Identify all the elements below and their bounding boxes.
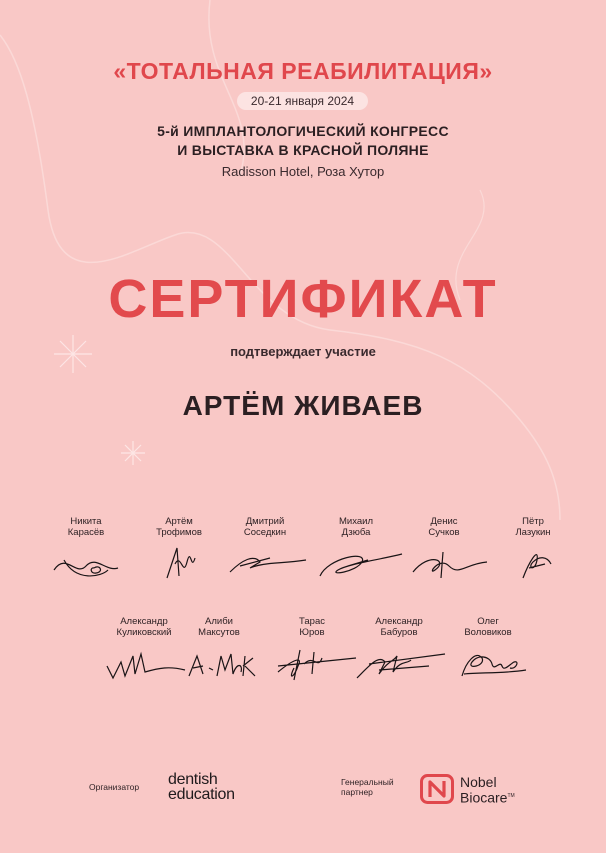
signatory-last-name: Бабуров <box>380 627 418 638</box>
partner-name-line-2 <box>460 789 515 805</box>
partner-label-line-2: партнер <box>341 787 373 797</box>
signatory-first-name: Денис <box>430 516 458 527</box>
signature-image <box>139 542 219 582</box>
signatory-first-name: Александр <box>120 616 168 627</box>
event-title: «ТОТАЛЬНАЯ РЕАБИЛИТАЦИЯ» <box>113 58 493 84</box>
nobel-biocare-logo-text <box>460 775 515 805</box>
signature-image <box>220 542 310 582</box>
signatory-first-name: Алиби <box>205 616 233 627</box>
signatory-last-name: Максутов <box>198 627 240 638</box>
certificate-title: СЕРТИФИКАТ <box>108 269 498 329</box>
signatory-first-name: Олег <box>477 616 499 627</box>
signature-image <box>399 542 489 582</box>
signature-image <box>46 542 126 582</box>
signatory-last-name: Юров <box>299 627 325 638</box>
nobel-biocare-logo-icon <box>420 774 454 804</box>
dentish-education-logo <box>168 772 235 802</box>
organizer-label: Организатор <box>89 782 140 792</box>
signatory-block <box>478 516 588 582</box>
confirms-participation: подтверждает участие <box>230 344 376 359</box>
venue: Radisson Hotel, Роза Хутор <box>221 164 385 179</box>
partner-name-biocare: Biocare <box>460 789 508 806</box>
signatory-last-name: Трофимов <box>156 527 202 538</box>
sparkle-decoration-small <box>120 440 146 466</box>
signatory-last-name: Карасёв <box>67 527 105 538</box>
signatory-last-name: Дзюба <box>341 527 371 538</box>
signatory-last-name: Сучков <box>428 527 460 538</box>
partner-label-line-1: Генеральный <box>341 777 394 787</box>
trademark-symbol: TM <box>507 793 515 799</box>
participant-name: АРТЁМ ЖИВАЕВ <box>182 390 424 421</box>
congress-line-1: 5-й ИМПЛАНТОЛОГИЧЕСКИЙ КОНГРЕСС <box>157 123 449 139</box>
congress-name <box>0 122 606 160</box>
signatory-first-name: Тарас <box>299 616 325 627</box>
signatory-first-name: Михаил <box>339 516 373 527</box>
partner-name-line-1: Nobel <box>460 774 497 790</box>
signatory-last-name: Соседкин <box>243 527 287 538</box>
signatory-last-name: Лазукин <box>515 527 551 538</box>
congress-line-2: И ВЫСТАВКА В КРАСНОЙ ПОЛЯНЕ <box>177 142 429 158</box>
signatory-block <box>433 616 543 682</box>
signatory-last-name: Куликовский <box>116 627 172 638</box>
signatory-last-name: Воловиков <box>464 627 512 638</box>
signatory-first-name: Никита <box>70 516 102 527</box>
organizer-logo-line-1: dentish <box>168 771 218 788</box>
signature-image <box>493 542 573 582</box>
signature-image <box>177 642 261 682</box>
signature-image <box>440 642 536 682</box>
signatory-first-name: Дмитрий <box>245 516 285 527</box>
signatory-first-name: Пётр <box>522 516 544 527</box>
event-date-badge: 20-21 января 2024 <box>237 92 368 110</box>
organizer-logo-line-2: education <box>168 786 235 803</box>
general-partner-label <box>341 777 394 797</box>
signatory-first-name: Артём <box>165 516 193 527</box>
signatory-first-name: Александр <box>375 616 423 627</box>
